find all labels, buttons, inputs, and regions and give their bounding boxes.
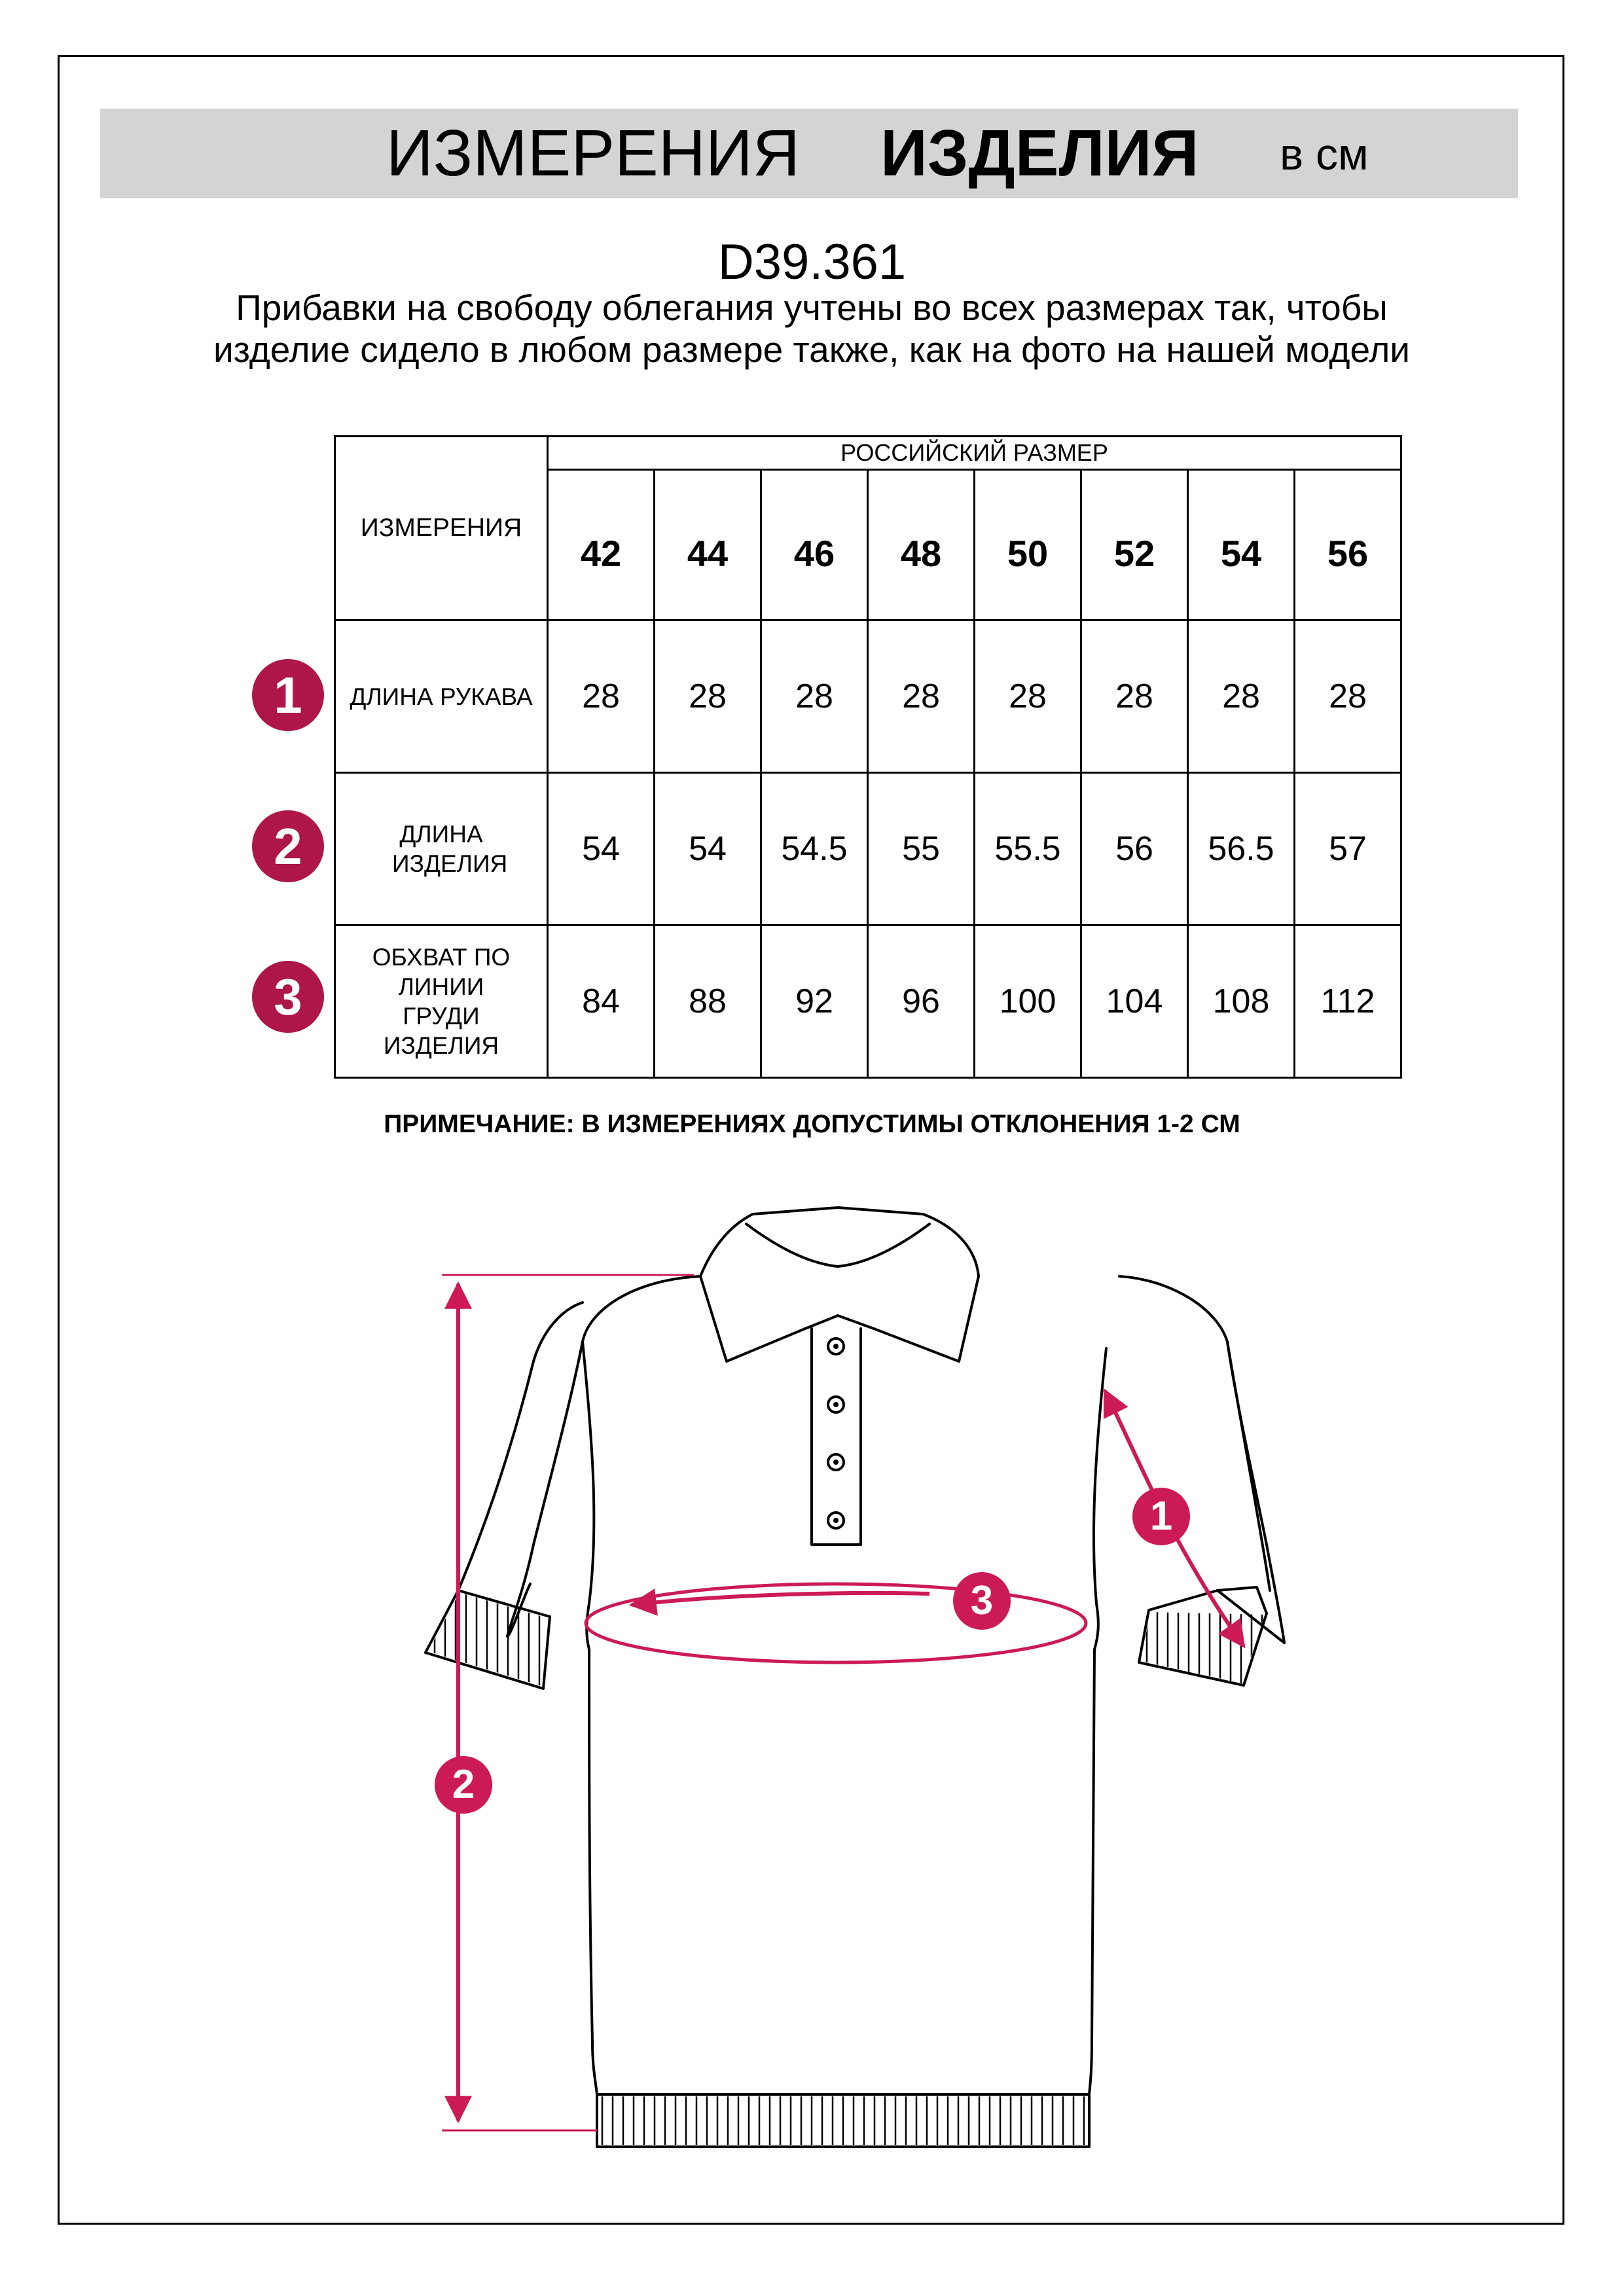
- right-cuff-ribbing: [1141, 1612, 1265, 1683]
- size-header: 42: [548, 470, 655, 620]
- size-header: 44: [655, 470, 761, 620]
- page-title-part2: ИЗДЕЛИЯ: [880, 117, 1199, 190]
- chest-marker: 3: [953, 1572, 1011, 1630]
- table-cell: 54: [655, 773, 761, 925]
- table-cell: 92: [761, 925, 868, 1078]
- table-cell: 55.5: [975, 773, 1081, 925]
- row-badge-1: 1: [252, 659, 324, 731]
- table-cell: 55: [868, 773, 975, 925]
- table-cell: 56.5: [1188, 773, 1295, 925]
- row-label-sleeve: ДЛИНА РУКАВА: [335, 620, 548, 773]
- table-cell: 28: [548, 620, 655, 773]
- table-cell: 28: [1081, 620, 1188, 773]
- placket-buttons: [828, 1338, 844, 1528]
- table-corner-label: ИЗМЕРЕНИЯ: [335, 437, 548, 620]
- row-badge-3: 3: [252, 961, 324, 1033]
- table-cell: 54.5: [761, 773, 868, 925]
- page-title-part1: ИЗМЕРЕНИЯ: [386, 117, 800, 190]
- table-cell: 54: [548, 773, 655, 925]
- table-cell: 28: [1188, 620, 1295, 773]
- intro-text: Прибавки на свободу облегания учтены во всех размерах так, чтобы изделие сидело в любом размере также, как на фото на нашей модели: [213, 287, 1411, 370]
- size-header: 50: [975, 470, 1081, 620]
- table-cell: 28: [868, 620, 975, 773]
- unit-label: в см: [1280, 130, 1369, 179]
- table-cell: 112: [1295, 925, 1401, 1078]
- row-badge-2: 2: [252, 810, 324, 882]
- note-text: ПРИМЕЧАНИЕ: В ИЗМЕРЕНИЯХ ДОПУСТИМЫ ОТКЛОНЕНИЯ 1-2 СМ: [384, 1110, 1240, 1138]
- table-cell: 100: [975, 925, 1081, 1078]
- table-cell: 28: [761, 620, 868, 773]
- size-header: 52: [1081, 470, 1188, 620]
- table-cell: 104: [1081, 925, 1188, 1078]
- sleeve-marker: 1: [1132, 1488, 1190, 1545]
- table-cell: 28: [975, 620, 1081, 773]
- table-cell: 96: [868, 925, 975, 1078]
- table-cell: 28: [655, 620, 761, 773]
- size-header: 48: [868, 470, 975, 620]
- button-centers: [833, 1344, 839, 1523]
- size-header: 54: [1188, 470, 1295, 620]
- table-cell: 28: [1295, 620, 1401, 773]
- row-label-length-text: ДЛИНА ИЗДЕЛИЯ: [392, 821, 508, 877]
- table-cell: 88: [655, 925, 761, 1078]
- shirt-outline: [425, 1208, 1284, 2147]
- table-group-header: РОССИЙСКИЙ РАЗМЕР: [548, 437, 1401, 470]
- hem-ribbing: [599, 2096, 1087, 2145]
- table-cell: 56: [1081, 773, 1188, 925]
- table-cell: 108: [1188, 925, 1295, 1078]
- chest-measure: [586, 1584, 1086, 1662]
- table-cell: 57: [1295, 773, 1401, 925]
- size-header: 46: [761, 470, 868, 620]
- length-marker: 2: [435, 1756, 492, 1814]
- size-header: 56: [1295, 470, 1401, 620]
- product-code: D39.361: [717, 234, 907, 290]
- row-label-chest-text: ОБХВАТ ПО ЛИНИИ ГРУДИ ИЗДЕЛИЯ: [372, 944, 511, 1059]
- table-cell: 84: [548, 925, 655, 1078]
